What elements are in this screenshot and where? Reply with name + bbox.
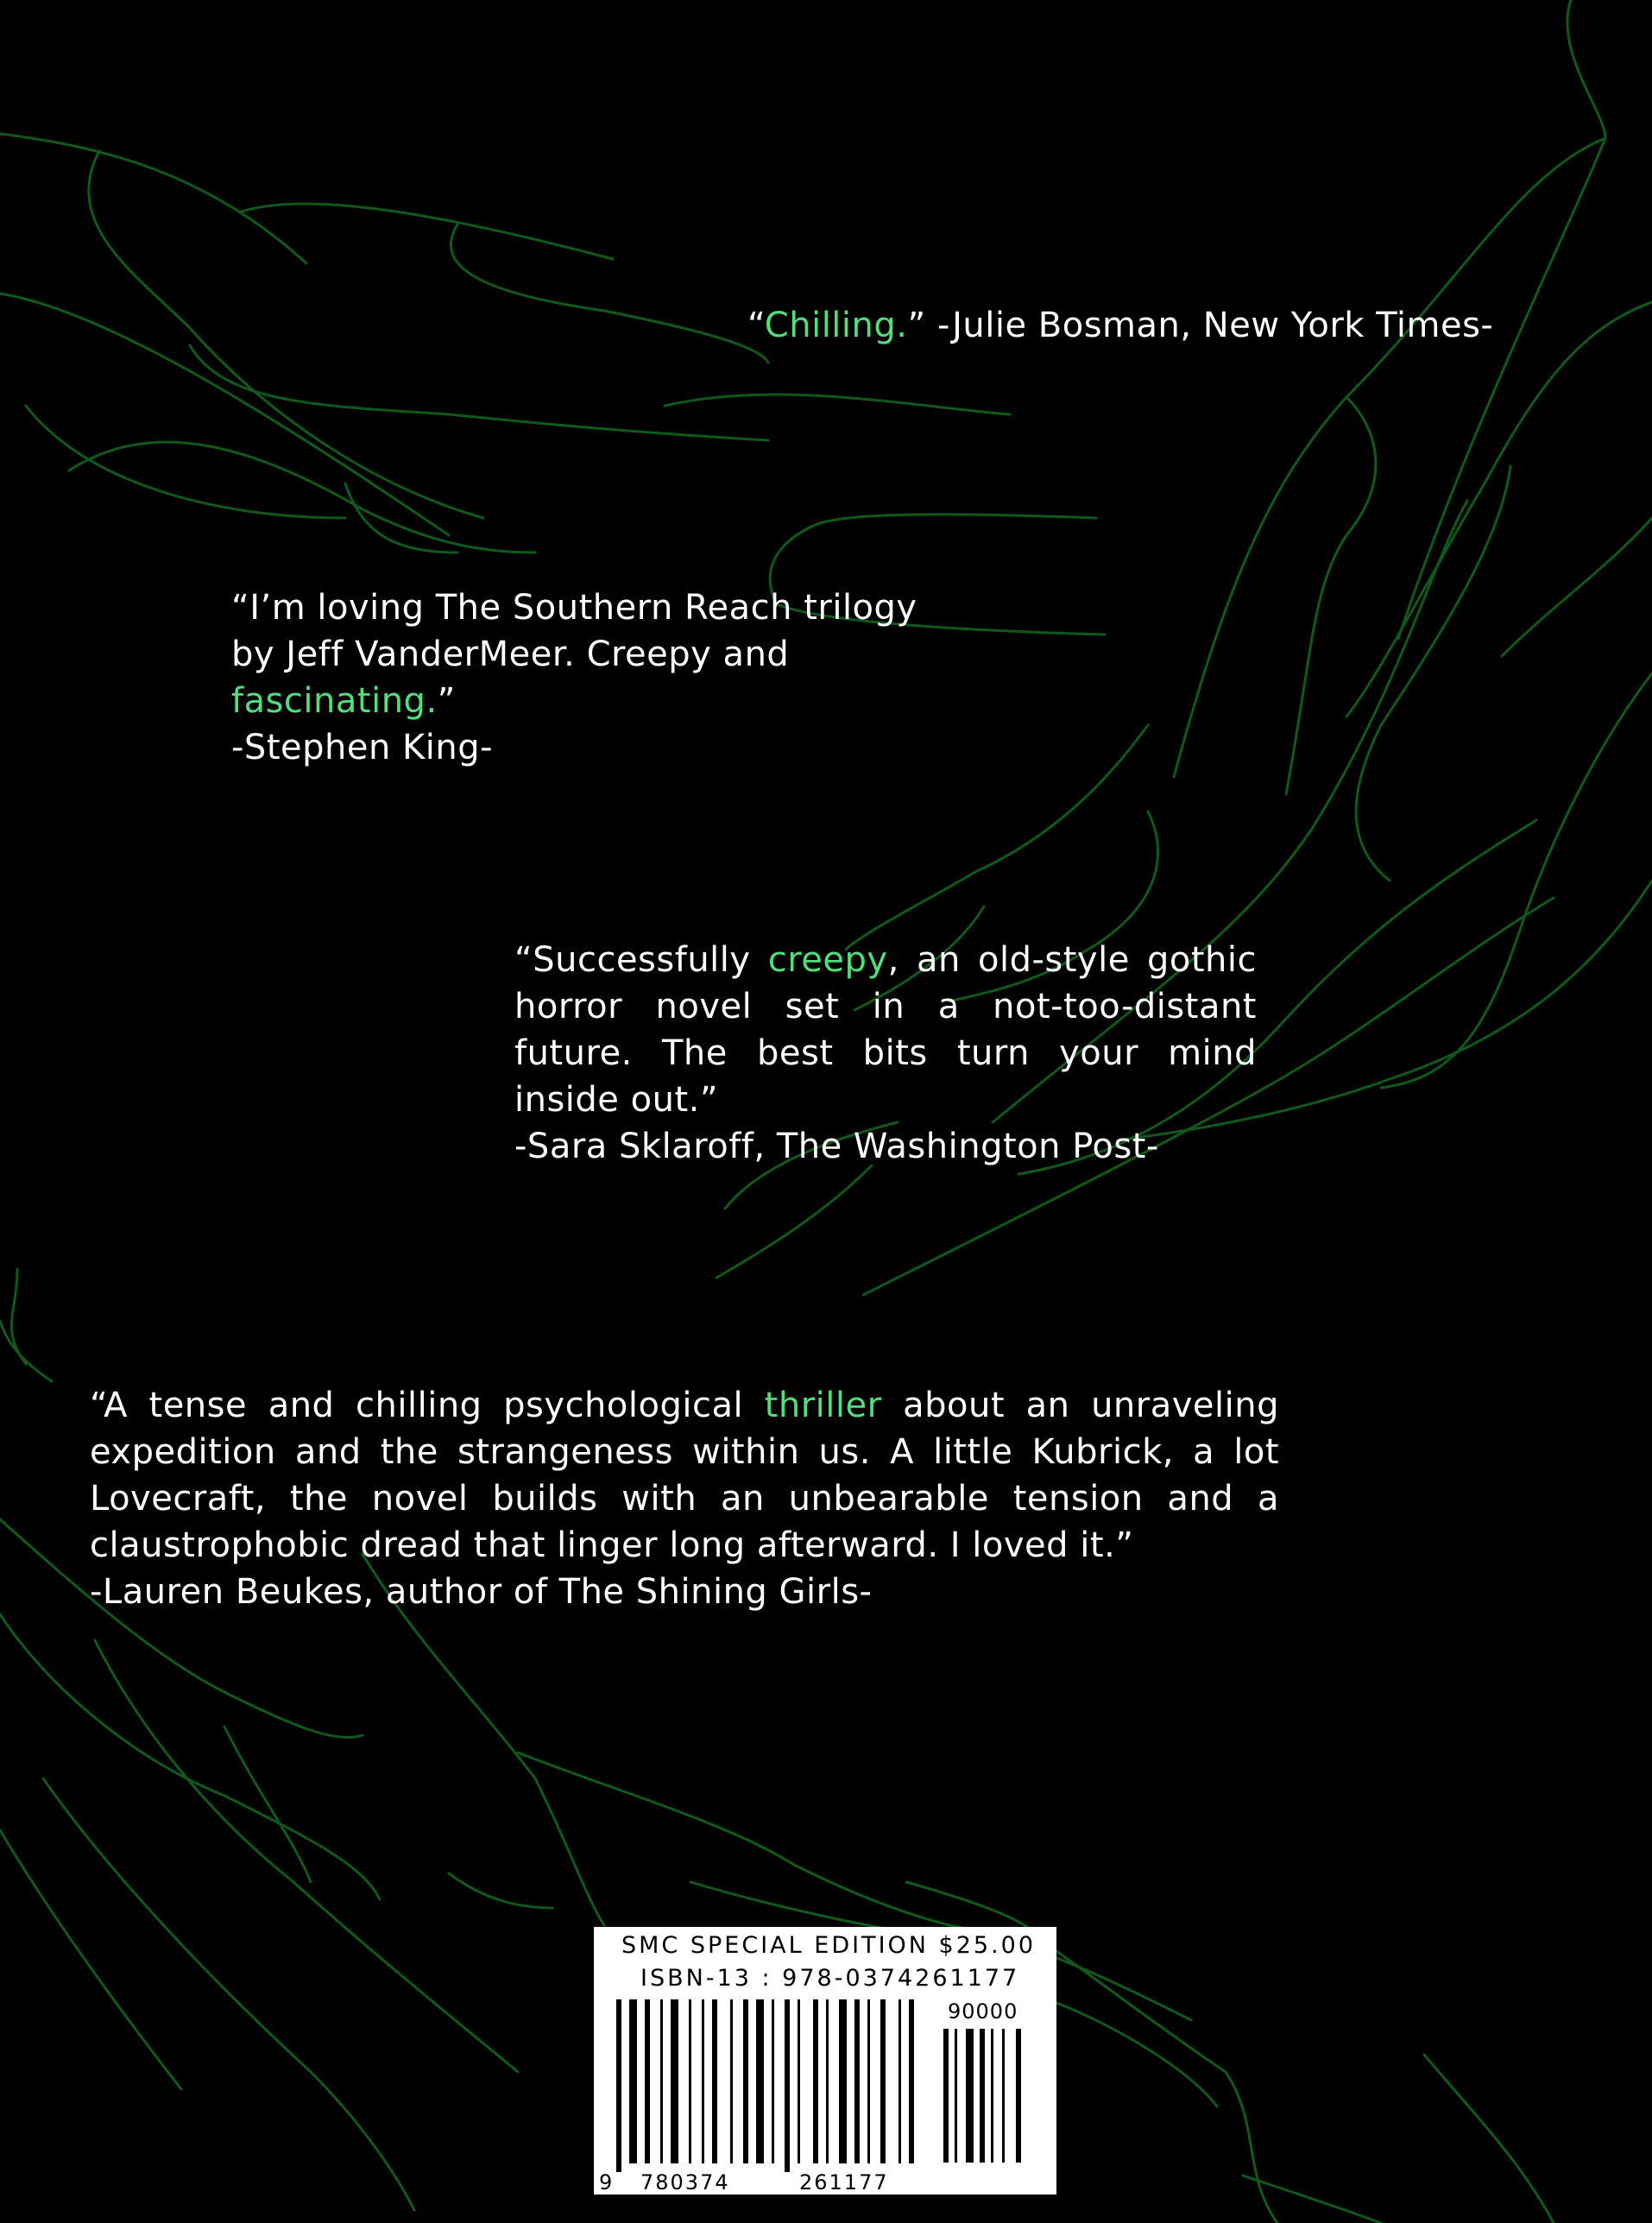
quote-text: ” [437, 681, 456, 721]
barcode-bar [991, 2029, 993, 2163]
barcode-bar [1002, 2029, 1005, 2163]
quote-attribution: -Lauren Beukes, author of The Shining Girls- [90, 1572, 873, 1612]
quote-lauren-beukes [90, 1382, 1279, 1615]
barcode-bar [645, 1999, 650, 2163]
barcode-bar [743, 1999, 748, 2163]
quote-stephen-king [231, 584, 948, 771]
barcode-bar [756, 1999, 764, 2163]
quote-text: , an old-style gothic horror novel set in a not-too-distant future. The best bits turn your mind inside out.” [514, 940, 1257, 1120]
barcode-bar [880, 1999, 886, 2163]
barcode-bar [909, 1999, 914, 2163]
barcode-bar [785, 1999, 790, 2172]
barcode-bar [712, 1999, 717, 2163]
barcode-bar [616, 1999, 621, 2172]
barcode-bar [943, 2029, 949, 2163]
barcode-bar [798, 1999, 800, 2163]
quote-text: “Successfully [514, 940, 768, 980]
barcode-bar [826, 1999, 829, 2163]
quote-text: ” -Julie Bosman, New York Times- [907, 306, 1494, 345]
isbn-barcode-label [594, 1927, 1056, 2195]
barcode-bar [867, 1999, 870, 2163]
barcode-left-digits: 780374 [640, 2170, 730, 2195]
quote-text: about an unraveling expedition and the strangeness within us. A little Kubrick, a lot Lovecraft, the novel builds with an unbearable tension and a claustrophobic dread that linger long afterward. I loved it.” [90, 1386, 1279, 1565]
barcode-bar [899, 1999, 901, 2163]
barcode-bar [730, 1999, 733, 2163]
barcode-bar [813, 1999, 818, 2163]
isbn-number: ISBN-13 : 978-0374261177 [640, 1965, 1020, 1992]
barcode-bar [689, 1999, 691, 2163]
edition-price: SMC SPECIAL EDITION $25.00 [621, 1932, 1037, 1959]
quote-highlight: Chilling. [764, 306, 908, 345]
barcode-bar [966, 2029, 974, 2163]
quote-text: “A tense and chilling psychological [90, 1386, 765, 1425]
barcode-bar [955, 2029, 957, 2163]
quote-washington-post [514, 937, 1257, 1170]
quote-text: “ [747, 306, 765, 345]
barcode-bar [671, 1999, 678, 2163]
barcode-bars [594, 1927, 1056, 2195]
quote-new-york-times [747, 302, 1628, 349]
barcode-bar [702, 1999, 704, 2163]
barcode-bar [980, 2029, 985, 2163]
barcode-bar [854, 1999, 860, 2163]
quote-attribution: -Sara Sklaroff, The Washington Post- [514, 1127, 1159, 1166]
quote-attribution: -Stephen King- [231, 728, 494, 767]
price-addon-code: 90000 [948, 1999, 1018, 2024]
barcode-bar [629, 1999, 637, 2163]
barcode-bar [839, 1999, 847, 2163]
barcode-bar [660, 1999, 663, 2163]
quote-highlight: fascinating. [231, 681, 438, 721]
quote-text: “I’m loving The Southern Reach trilogy by Jeff VanderMeer. Creepy and [231, 588, 917, 674]
quote-highlight: creepy [767, 940, 888, 980]
barcode-bar [1016, 2029, 1021, 2163]
barcode-lead-digit: 9 [599, 2170, 613, 2195]
quote-highlight: thriller [764, 1386, 882, 1425]
barcode-right-digits: 261177 [799, 2170, 889, 2195]
barcode-bar [772, 1999, 774, 2163]
